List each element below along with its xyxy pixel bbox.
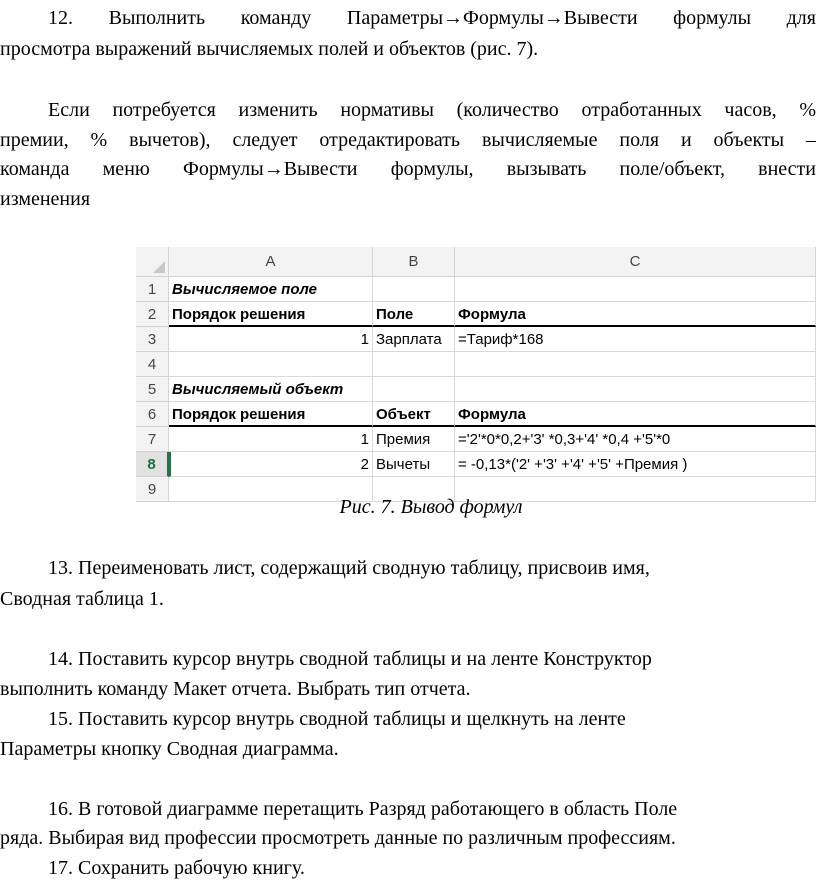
step-16-line-1: 16. В готовой диаграмме перетащить Разряд работающего в область Поле xyxy=(48,798,678,820)
note-line-1: Если потребуется изменить нормативы (количество отработанных часов, % xyxy=(48,99,816,121)
spreadsheet-figure xyxy=(136,247,816,498)
row-header[interactable]: 5 xyxy=(136,377,169,402)
step-14-line-1: 14. Поставить курсор внутрь сводной таблицы и на ленте Конструктор xyxy=(48,648,652,670)
row-header[interactable]: 7 xyxy=(136,427,169,452)
cell-c2[interactable]: Формула xyxy=(455,302,816,327)
row-header[interactable]: 4 xyxy=(136,352,169,377)
cell-c5[interactable] xyxy=(455,377,816,402)
cell-a4[interactable] xyxy=(169,352,373,377)
column-header-a[interactable]: A xyxy=(169,247,373,277)
step-12-line-1: 12. Выполнить команду Параметры→Формулы→Вывести формулы для xyxy=(48,7,816,29)
step-12-line-2: просмотра выражений вычисляемых полей и объектов (рис. 7). xyxy=(0,38,539,60)
column-header-c[interactable]: C xyxy=(455,247,816,277)
cell-a1[interactable]: Вычисляемое поле xyxy=(169,277,373,302)
cell-b4[interactable] xyxy=(373,352,455,377)
step-15-line-2: Параметры кнопку Сводная диаграмма. xyxy=(0,738,339,760)
select-all-corner[interactable] xyxy=(136,247,169,277)
cell-b7[interactable]: Премия xyxy=(373,427,455,452)
cell-a3[interactable]: 1 xyxy=(169,327,373,352)
cell-b1[interactable] xyxy=(373,277,455,302)
cell-c7[interactable]: ='2'*0*0,2+'3' *0,3+'4' *0,4 +'5'*0 xyxy=(455,427,816,452)
note-line-3: команда меню Формулы→Вывести формулы, вызывать поле/объект, внести xyxy=(0,158,816,180)
note-line-4: изменения xyxy=(0,188,91,210)
figure-caption: Рис. 7. Вывод формул xyxy=(339,496,523,518)
cell-a5[interactable]: Вычисляемый объект xyxy=(169,377,373,402)
cell-b3[interactable]: Зарплата xyxy=(373,327,455,352)
note-line-2: премии, % вычетов), следует отредактировать вычисляемые поля и объекты – xyxy=(0,129,816,151)
cell-a6[interactable]: Порядок решения xyxy=(169,402,373,427)
row-header[interactable]: 2 xyxy=(136,302,169,327)
cell-b5[interactable] xyxy=(373,377,455,402)
column-header-b[interactable]: B xyxy=(373,247,455,277)
row-header[interactable]: 1 xyxy=(136,277,169,302)
step-13-line-2: Сводная таблица 1. xyxy=(0,588,164,610)
row-header[interactable]: 9 xyxy=(136,477,169,502)
cell-c4[interactable] xyxy=(455,352,816,377)
step-14-line-2: выполнить команду Макет отчета. Выбрать тип отчета. xyxy=(0,678,471,700)
step-13-line-1: 13. Переименовать лист, содержащий сводную таблицу, присвоив имя, xyxy=(48,557,650,579)
cell-c6[interactable]: Формула xyxy=(455,402,816,427)
cell-c1[interactable] xyxy=(455,277,816,302)
cell-b8[interactable]: Вычеты xyxy=(373,452,455,477)
cell-a2[interactable]: Порядок решения xyxy=(169,302,373,327)
row-header[interactable]: 3 xyxy=(136,327,169,352)
cell-c8[interactable]: = -0,13*('2' +'3' +'4' +'5' +Премия ) xyxy=(455,452,816,477)
cell-c3[interactable]: =Тариф*168 xyxy=(455,327,816,352)
row-header-selected[interactable]: 8 xyxy=(136,452,169,477)
step-17-line-1: 17. Сохранить рабочую книгу. xyxy=(48,857,305,879)
row-header[interactable]: 6 xyxy=(136,402,169,427)
cell-a8[interactable]: 2 xyxy=(169,452,373,477)
step-16-line-2: ряда. Выбирая вид профессии просмотреть данные по различным профессиям. xyxy=(0,827,676,849)
step-15-line-1: 15. Поставить курсор внутрь сводной таблицы и щелкнуть на ленте xyxy=(48,708,626,730)
cell-b2[interactable]: Поле xyxy=(373,302,455,327)
cell-a7[interactable]: 1 xyxy=(169,427,373,452)
cell-b6[interactable]: Объект xyxy=(373,402,455,427)
